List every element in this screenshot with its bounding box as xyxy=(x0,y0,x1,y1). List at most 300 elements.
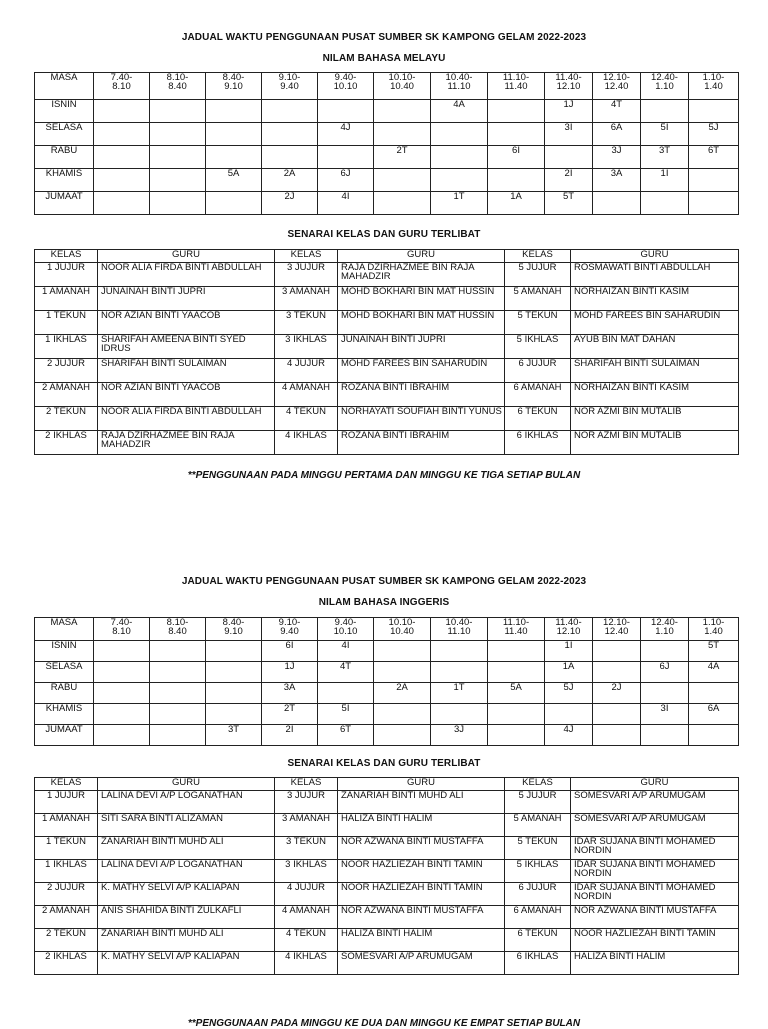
class-slot: 6A xyxy=(689,704,739,725)
class-slot xyxy=(150,725,206,746)
section-2-teacher-list xyxy=(34,777,739,975)
time-slot-header: 8.10- 8.40 xyxy=(150,73,206,100)
kelas-header: KELAS xyxy=(35,250,98,263)
class-slot xyxy=(150,641,206,662)
day-label: RABU xyxy=(35,146,94,169)
teacher-name: HALIZA BINTI HALIM xyxy=(338,814,505,837)
class-name: 1 AMANAH xyxy=(35,287,98,311)
time-slot-header: 1.10- 1.40 xyxy=(689,618,739,641)
class-slot xyxy=(374,169,431,192)
time-slot-header: 10.10- 10.40 xyxy=(374,618,431,641)
teacher-name: SHARIFAH BINTI SULAIMAN xyxy=(98,359,275,383)
class-slot: 4J xyxy=(318,123,374,146)
teacher-list-row xyxy=(35,287,739,311)
class-slot xyxy=(431,704,488,725)
class-slot: 1A xyxy=(488,192,545,215)
class-slot xyxy=(262,100,318,123)
class-slot xyxy=(374,100,431,123)
teacher-name: NOOR HAZLIEZAH BINTI TAMIN xyxy=(338,860,505,883)
class-slot xyxy=(94,192,150,215)
time-slot-header: 7.40- 8.10 xyxy=(94,73,150,100)
class-slot xyxy=(262,123,318,146)
class-name: 1 IKHLAS xyxy=(35,860,98,883)
section-2-timetable xyxy=(34,617,739,746)
class-slot: 4T xyxy=(318,662,374,683)
class-name: 4 JUJUR xyxy=(275,359,338,383)
guru-header: GURU xyxy=(98,250,275,263)
class-slot xyxy=(94,683,150,704)
class-name: 3 AMANAH xyxy=(275,287,338,311)
section-1-teacher-list xyxy=(34,249,739,455)
class-name: 6 JUJUR xyxy=(505,359,571,383)
class-slot: 6I xyxy=(488,146,545,169)
teacher-list-row xyxy=(35,929,739,952)
class-name: 3 AMANAH xyxy=(275,814,338,837)
class-name: 5 AMANAH xyxy=(505,287,571,311)
class-slot: 1I xyxy=(545,641,593,662)
class-name: 3 JUJUR xyxy=(275,263,338,287)
class-slot xyxy=(593,662,641,683)
class-slot xyxy=(689,725,739,746)
class-name: 6 IKHLAS xyxy=(505,431,571,455)
teacher-name: NOR AZIAN BINTI YAACOB xyxy=(98,311,275,335)
class-name: 2 IKHLAS xyxy=(35,952,98,975)
teacher-name: LALINA DEVI A/P LOGANATHAN xyxy=(98,860,275,883)
class-slot: 2I xyxy=(545,169,593,192)
class-slot xyxy=(488,100,545,123)
class-slot xyxy=(94,146,150,169)
guru-header: GURU xyxy=(571,778,739,791)
time-slot-header: 10.40- 11.10 xyxy=(431,73,488,100)
class-slot xyxy=(150,169,206,192)
time-slot-header: 9.40- 10.10 xyxy=(318,73,374,100)
teacher-list-row xyxy=(35,335,739,359)
teacher-name: NORHAIZAN BINTI KASIM xyxy=(571,383,739,407)
class-slot xyxy=(488,725,545,746)
class-slot: 6J xyxy=(318,169,374,192)
class-slot xyxy=(150,123,206,146)
teacher-name: ZANARIAH BINTI MUHD ALI xyxy=(338,791,505,814)
class-name: 5 TEKUN xyxy=(505,311,571,335)
teacher-name: ROZANA BINTI IBRAHIM xyxy=(338,383,505,407)
class-name: 2 JUJUR xyxy=(35,359,98,383)
kelas-header: KELAS xyxy=(275,250,338,263)
timetable-row xyxy=(35,662,739,683)
class-slot xyxy=(94,100,150,123)
class-slot: 6I xyxy=(262,641,318,662)
kelas-header: KELAS xyxy=(505,778,571,791)
class-slot: 5T xyxy=(545,192,593,215)
class-slot: 6A xyxy=(593,123,641,146)
class-slot xyxy=(374,641,431,662)
class-slot xyxy=(150,704,206,725)
teacher-list-row xyxy=(35,383,739,407)
teacher-list-row xyxy=(35,407,739,431)
class-slot xyxy=(206,146,262,169)
timetable-header-row xyxy=(35,618,739,641)
class-slot xyxy=(641,683,689,704)
teacher-list-header-row xyxy=(35,250,739,263)
teacher-list-row xyxy=(35,263,739,287)
class-slot xyxy=(150,683,206,704)
class-name: 2 TEKUN xyxy=(35,407,98,431)
class-slot xyxy=(374,123,431,146)
section-1-timetable xyxy=(34,72,739,215)
teacher-name: ZANARIAH BINTI MUHD ALI xyxy=(98,837,275,860)
teacher-name: NOR AZMI BIN MUTALIB xyxy=(571,407,739,431)
section-1-note: **PENGGUNAAN PADA MINGGU PERTAMA DAN MINGGU KE TIGA SETIAP BULAN xyxy=(187,470,581,481)
class-slot: 2T xyxy=(262,704,318,725)
teacher-name: AYUB BIN MAT DAHAN xyxy=(571,335,739,359)
class-slot xyxy=(94,169,150,192)
teacher-list-row xyxy=(35,791,739,814)
time-slot-header: 11.10- 11.40 xyxy=(488,618,545,641)
class-name: 5 JUJUR xyxy=(505,791,571,814)
class-slot xyxy=(206,192,262,215)
teacher-name: SOMESVARI A/P ARUMUGAM xyxy=(571,791,739,814)
class-slot xyxy=(150,100,206,123)
class-slot: 3J xyxy=(431,725,488,746)
class-name: 4 IKHLAS xyxy=(275,952,338,975)
class-name: 3 TEKUN xyxy=(275,311,338,335)
class-name: 1 TEKUN xyxy=(35,311,98,335)
class-name: 3 JUJUR xyxy=(275,791,338,814)
class-slot xyxy=(374,662,431,683)
teacher-name: ROSMAWATI BINTI ABDULLAH xyxy=(571,263,739,287)
time-slot-header: 11.40- 12.10 xyxy=(545,618,593,641)
class-slot xyxy=(488,662,545,683)
class-slot xyxy=(374,725,431,746)
class-slot: 1I xyxy=(641,169,689,192)
guru-header: GURU xyxy=(338,778,505,791)
class-name: 2 TEKUN xyxy=(35,929,98,952)
section-2-title: JADUAL WAKTU PENGGUNAAN PUSAT SUMBER SK KAMPONG GELAM 2022-2023 xyxy=(181,576,587,587)
teacher-name: NORHAYATI SOUFIAH BINTI YUNUS xyxy=(338,407,505,431)
teacher-name: K. MATHY SELVI A/P KALIAPAN xyxy=(98,883,275,906)
teacher-list-row xyxy=(35,311,739,335)
time-slot-header: 1.10- 1.40 xyxy=(689,73,739,100)
teacher-name: NORHAIZAN BINTI KASIM xyxy=(571,287,739,311)
class-slot: 4T xyxy=(593,100,641,123)
class-name: 1 TEKUN xyxy=(35,837,98,860)
class-name: 6 JUJUR xyxy=(505,883,571,906)
class-slot: 1T xyxy=(431,683,488,704)
teacher-name: JUNAINAH BINTI JUPRI xyxy=(98,287,275,311)
teacher-name: LALINA DEVI A/P LOGANATHAN xyxy=(98,791,275,814)
class-name: 5 IKHLAS xyxy=(505,335,571,359)
class-slot: 5A xyxy=(206,169,262,192)
teacher-list-row xyxy=(35,952,739,975)
time-slot-header: 9.40- 10.10 xyxy=(318,618,374,641)
class-slot: 6T xyxy=(318,725,374,746)
timetable-row xyxy=(35,146,739,169)
kelas-header: KELAS xyxy=(275,778,338,791)
class-slot xyxy=(206,641,262,662)
class-slot xyxy=(593,192,641,215)
time-slot-header: 8.40- 9.10 xyxy=(206,618,262,641)
section-2-subtitle: NILAM BAHASA INGGERIS xyxy=(318,597,450,608)
class-name: 2 JUJUR xyxy=(35,883,98,906)
kelas-header: KELAS xyxy=(505,250,571,263)
class-slot xyxy=(94,641,150,662)
class-name: 1 JUJUR xyxy=(35,263,98,287)
class-slot xyxy=(689,683,739,704)
teacher-name: NOOR HAZLIEZAH BINTI TAMIN xyxy=(571,929,739,952)
class-slot xyxy=(593,704,641,725)
class-slot xyxy=(641,100,689,123)
teacher-list-row xyxy=(35,359,739,383)
class-slot: 3J xyxy=(593,146,641,169)
class-name: 4 IKHLAS xyxy=(275,431,338,455)
teacher-name: SOMESVARI A/P ARUMUGAM xyxy=(338,952,505,975)
day-label: KHAMIS xyxy=(35,169,94,192)
teacher-list-row xyxy=(35,837,739,860)
teacher-name: MOHD BOKHARI BIN MAT HUSSIN xyxy=(338,311,505,335)
time-slot-header: 9.10- 9.40 xyxy=(262,618,318,641)
time-slot-header: 8.10- 8.40 xyxy=(150,618,206,641)
class-name: 2 IKHLAS xyxy=(35,431,98,455)
teacher-name: NOOR HAZLIEZAH BINTI TAMIN xyxy=(338,883,505,906)
teacher-name: NOR AZIAN BINTI YAACOB xyxy=(98,383,275,407)
class-slot: 4A xyxy=(431,100,488,123)
timetable-row xyxy=(35,123,739,146)
section-1-title: JADUAL WAKTU PENGGUNAAN PUSAT SUMBER SK KAMPONG GELAM 2022-2023 xyxy=(181,32,587,43)
time-slot-header: 10.40- 11.10 xyxy=(431,618,488,641)
time-slot-header: 12.10- 12.40 xyxy=(593,73,641,100)
class-slot xyxy=(689,169,739,192)
class-slot xyxy=(206,662,262,683)
time-slot-header: 10.10- 10.40 xyxy=(374,73,431,100)
teacher-list-row xyxy=(35,814,739,837)
class-slot: 1J xyxy=(262,662,318,683)
class-slot xyxy=(374,704,431,725)
masa-header: MASA xyxy=(35,73,94,100)
teacher-name: IDAR SUJANA BINTI MOHAMED NORDIN xyxy=(571,883,739,906)
class-slot xyxy=(318,100,374,123)
class-slot: 5I xyxy=(641,123,689,146)
class-slot xyxy=(206,683,262,704)
day-label: JUMAAT xyxy=(35,192,94,215)
class-slot xyxy=(262,146,318,169)
kelas-header: KELAS xyxy=(35,778,98,791)
class-name: 6 AMANAH xyxy=(505,383,571,407)
class-slot: 5J xyxy=(545,683,593,704)
class-slot: 4J xyxy=(545,725,593,746)
class-name: 3 IKHLAS xyxy=(275,860,338,883)
section-1-subtitle: NILAM BAHASA MELAYU xyxy=(322,53,446,64)
teacher-name: ROZANA BINTI IBRAHIM xyxy=(338,431,505,455)
class-slot xyxy=(94,123,150,146)
teacher-name: SITI SARA BINTI ALIZAMAN xyxy=(98,814,275,837)
section-2-note: **PENGGUNAAN PADA MINGGU KE DUA DAN MINGGU KE EMPAT SETIAP BULAN xyxy=(187,1018,581,1029)
day-label: RABU xyxy=(35,683,94,704)
section-1-list-title: SENARAI KELAS DAN GURU TERLIBAT xyxy=(287,229,481,240)
class-name: 4 AMANAH xyxy=(275,906,338,929)
teacher-name: MOHD FAREES BIN SAHARUDIN xyxy=(338,359,505,383)
teacher-name: NOR AZWANA BINTI MUSTAFFA xyxy=(338,906,505,929)
time-slot-header: 12.40- 1.10 xyxy=(641,73,689,100)
class-slot: 6T xyxy=(689,146,739,169)
teacher-name: NOR AZWANA BINTI MUSTAFFA xyxy=(338,837,505,860)
class-name: 5 IKHLAS xyxy=(505,860,571,883)
timetable-header-row xyxy=(35,73,739,100)
class-name: 4 TEKUN xyxy=(275,929,338,952)
class-name: 1 JUJUR xyxy=(35,791,98,814)
time-slot-header: 12.40- 1.10 xyxy=(641,618,689,641)
day-label: SELASA xyxy=(35,123,94,146)
teacher-name: HALIZA BINTI HALIM xyxy=(571,952,739,975)
teacher-name: ZANARIAH BINTI MUHD ALI xyxy=(98,929,275,952)
teacher-list-row xyxy=(35,883,739,906)
day-label: ISNIN xyxy=(35,100,94,123)
day-label: ISNIN xyxy=(35,641,94,662)
teacher-name: MOHD FAREES BIN SAHARUDIN xyxy=(571,311,739,335)
class-name: 6 TEKUN xyxy=(505,407,571,431)
time-slot-header: 7.40- 8.10 xyxy=(94,618,150,641)
teacher-name: ANIS SHAHIDA BINTI ZULKAFLI xyxy=(98,906,275,929)
class-slot: 3A xyxy=(593,169,641,192)
teacher-name: HALIZA BINTI HALIM xyxy=(338,929,505,952)
teacher-name: NOOR ALIA FIRDA BINTI ABDULLAH xyxy=(98,407,275,431)
class-slot: 2A xyxy=(262,169,318,192)
class-name: 4 TEKUN xyxy=(275,407,338,431)
class-slot xyxy=(488,704,545,725)
teacher-name: IDAR SUJANA BINTI MOHAMED NORDIN xyxy=(571,860,739,883)
class-slot xyxy=(206,100,262,123)
timetable-row xyxy=(35,725,739,746)
class-name: 4 JUJUR xyxy=(275,883,338,906)
class-slot: 2T xyxy=(374,146,431,169)
timetable-row xyxy=(35,683,739,704)
teacher-name: NOR AZWANA BINTI MUSTAFFA xyxy=(571,906,739,929)
class-slot xyxy=(641,192,689,215)
class-slot xyxy=(374,192,431,215)
class-slot xyxy=(431,641,488,662)
teacher-list-row xyxy=(35,860,739,883)
timetable-row xyxy=(35,169,739,192)
class-slot xyxy=(689,100,739,123)
class-slot xyxy=(431,662,488,683)
day-label: KHAMIS xyxy=(35,704,94,725)
time-slot-header: 11.40- 12.10 xyxy=(545,73,593,100)
class-slot xyxy=(206,123,262,146)
class-name: 1 AMANAH xyxy=(35,814,98,837)
class-name: 4 AMANAH xyxy=(275,383,338,407)
day-label: JUMAAT xyxy=(35,725,94,746)
teacher-name: SHARIFAH AMEENA BINTI SYED IDRUS xyxy=(98,335,275,359)
class-name: 6 IKHLAS xyxy=(505,952,571,975)
teacher-name: K. MATHY SELVI A/P KALIAPAN xyxy=(98,952,275,975)
time-slot-header: 9.10- 9.40 xyxy=(262,73,318,100)
class-slot xyxy=(545,704,593,725)
class-name: 1 IKHLAS xyxy=(35,335,98,359)
class-slot xyxy=(593,641,641,662)
teacher-list-row xyxy=(35,906,739,929)
class-name: 6 TEKUN xyxy=(505,929,571,952)
class-slot: 2J xyxy=(262,192,318,215)
class-slot xyxy=(150,146,206,169)
class-slot: 6J xyxy=(641,662,689,683)
class-slot xyxy=(488,641,545,662)
class-slot xyxy=(150,662,206,683)
timetable-row xyxy=(35,641,739,662)
time-slot-header: 8.40- 9.10 xyxy=(206,73,262,100)
class-slot xyxy=(641,641,689,662)
class-slot: 3T xyxy=(641,146,689,169)
class-slot xyxy=(150,192,206,215)
guru-header: GURU xyxy=(98,778,275,791)
class-slot: 5J xyxy=(689,123,739,146)
class-slot xyxy=(94,704,150,725)
class-slot: 3T xyxy=(206,725,262,746)
class-slot: 2I xyxy=(262,725,318,746)
masa-header: MASA xyxy=(35,618,94,641)
class-name: 3 IKHLAS xyxy=(275,335,338,359)
class-slot: 1J xyxy=(545,100,593,123)
teacher-name: NOOR ALIA FIRDA BINTI ABDULLAH xyxy=(98,263,275,287)
class-slot xyxy=(545,146,593,169)
class-slot xyxy=(94,725,150,746)
class-name: 2 AMANAH xyxy=(35,383,98,407)
timetable-row xyxy=(35,100,739,123)
day-label: SELASA xyxy=(35,662,94,683)
class-slot: 1A xyxy=(545,662,593,683)
timetable-row xyxy=(35,704,739,725)
class-name: 3 TEKUN xyxy=(275,837,338,860)
guru-header: GURU xyxy=(338,250,505,263)
teacher-name: RAJA DZIRHAZMEE BIN RAJA MAHADZIR xyxy=(338,263,505,287)
class-name: 2 AMANAH xyxy=(35,906,98,929)
class-slot xyxy=(431,123,488,146)
class-slot xyxy=(488,169,545,192)
class-slot xyxy=(593,725,641,746)
time-slot-header: 12.10- 12.40 xyxy=(593,618,641,641)
class-slot: 4A xyxy=(689,662,739,683)
class-slot: 5A xyxy=(488,683,545,704)
class-slot: 5T xyxy=(689,641,739,662)
teacher-list-header-row xyxy=(35,778,739,791)
class-slot: 4I xyxy=(318,641,374,662)
class-slot: 3I xyxy=(641,704,689,725)
class-slot xyxy=(431,169,488,192)
teacher-name: IDAR SUJANA BINTI MOHAMED NORDIN xyxy=(571,837,739,860)
teacher-name: JUNAINAH BINTI JUPRI xyxy=(338,335,505,359)
class-slot xyxy=(431,146,488,169)
class-slot xyxy=(641,725,689,746)
teacher-name: RAJA DZIRHAZMEE BIN RAJA MAHADZIR xyxy=(98,431,275,455)
class-slot: 2J xyxy=(593,683,641,704)
timetable-row xyxy=(35,192,739,215)
class-name: 5 JUJUR xyxy=(505,263,571,287)
guru-header: GURU xyxy=(571,250,739,263)
class-slot xyxy=(206,704,262,725)
teacher-name: NOR AZMI BIN MUTALIB xyxy=(571,431,739,455)
class-slot: 4I xyxy=(318,192,374,215)
section-2-list-title: SENARAI KELAS DAN GURU TERLIBAT xyxy=(287,758,481,769)
class-name: 5 TEKUN xyxy=(505,837,571,860)
class-slot xyxy=(689,192,739,215)
teacher-list-row xyxy=(35,431,739,455)
class-slot: 1T xyxy=(431,192,488,215)
class-slot xyxy=(488,123,545,146)
class-slot: 5I xyxy=(318,704,374,725)
teacher-name: SHARIFAH BINTI SULAIMAN xyxy=(571,359,739,383)
teacher-name: MOHD BOKHARI BIN MAT HUSSIN xyxy=(338,287,505,311)
class-slot xyxy=(94,662,150,683)
class-slot: 3I xyxy=(545,123,593,146)
class-slot: 3A xyxy=(262,683,318,704)
class-name: 5 AMANAH xyxy=(505,814,571,837)
